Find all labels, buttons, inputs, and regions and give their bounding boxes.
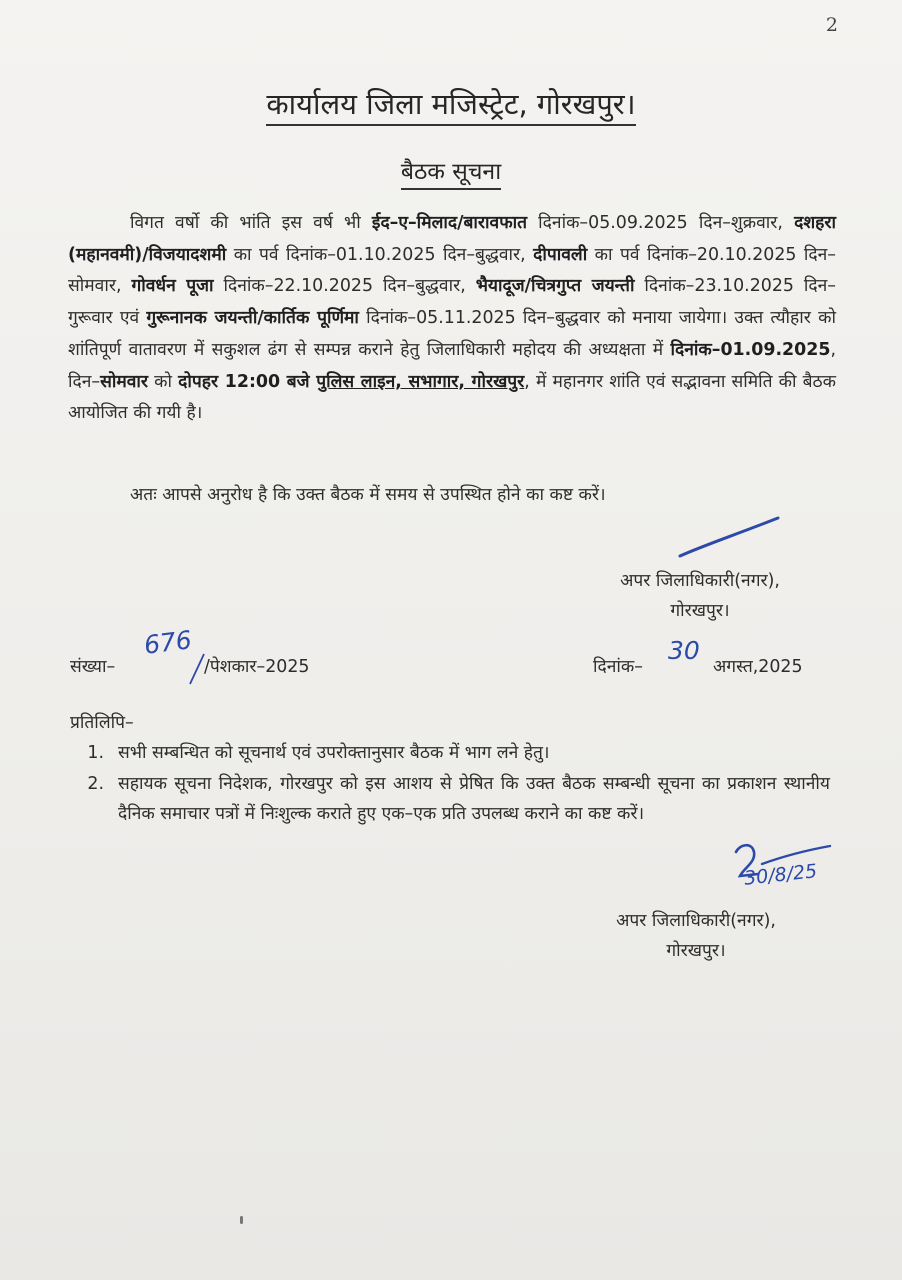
body-emphasis-text: दीपावली — [533, 244, 588, 265]
body-text: को — [148, 371, 179, 392]
signatory-2-place: गोरखपुर। — [666, 941, 726, 961]
body-emphasis-text: ईद–ए–मिलाद/बारावफात — [371, 213, 528, 233]
notice-body-paragraph — [68, 208, 836, 430]
signatory-1-place: गोरखपुर। — [670, 601, 730, 621]
signature-2-initial-date: 30/8/25 — [743, 860, 819, 890]
copy-item-number: 2. — [87, 773, 104, 794]
copy-item-text: सहायक सूचना निदेशक, गोरखपुर को इस आशय से प्रेषित कि उक्त बैठक सम्बन्धी सूचना का प्रकाशन स्थानीय दैनिक समाचार पत्रों में निःशुल्क कराते हुए एक–एक प्रति उपलब्ध कराने का कष्ट करें। — [118, 773, 830, 824]
copy-item — [70, 769, 830, 830]
page-number: 2 — [825, 14, 838, 36]
body-emphasis-text: दिनांक–01.09.2025 — [670, 339, 831, 360]
body-emphasis-text: दशहरा (महानवमी)/विजयादशमी — [68, 213, 836, 265]
body-text: का पर्व दिनांक–01.10.2025 दिन–बुद्धवार, — [226, 244, 534, 265]
body-emphasis-text: गोवर्धन पूजा — [131, 276, 214, 297]
body-emphasis-text: गुरूनानक जयन्ती/कार्तिक पूर्णिमा — [146, 308, 359, 329]
reference-date-label: दिनांक– — [593, 657, 643, 677]
body-text: दिनांक–23.10.2025 दिन–गुरूवार एवं — [68, 276, 836, 329]
reference-number-label: संख्या– — [70, 657, 116, 677]
paper-mark — [240, 1216, 243, 1224]
reference-date-handwritten: 30 — [668, 636, 700, 665]
signatory-2-designation: अपर जिलाधिकारी(नगर), — [616, 911, 776, 931]
body-text: , दिन– — [68, 339, 836, 392]
signatory-block-2 — [576, 906, 816, 966]
office-title-text: कार्यालय जिला मजिस्ट्रेट, गोरखपुर। — [266, 87, 635, 126]
body-text: दिनांक–05.11.2025 दिन–बुद्धवार को मनाया जायेगा। उक्त त्यौहार को शांतिपूर्ण वातावरण में सकुशल ढंग से सम्पन्न कराने हेतु जिलाधिकारी महोदय की अध्यक्षता में — [68, 308, 836, 360]
signatory-1-designation: अपर जिलाधिकारी(नगर), — [620, 571, 780, 591]
notice-title — [0, 154, 902, 186]
body-text: विगत वर्षो की भांति इस वर्ष भी — [130, 213, 372, 233]
reference-number-handwritten: 676 — [142, 625, 194, 660]
body-emphasis-text: सोमवार — [100, 371, 149, 392]
body-text: का पर्व दिनांक–20.10.2025 दिन–सोमवार, — [68, 244, 837, 297]
reference-number — [70, 654, 115, 678]
body-emphasis-text: दोपहर 12:00 बजे — [178, 371, 317, 392]
signatory-block-1 — [580, 566, 820, 626]
body-text: दिनांक–22.10.2025 दिन–बुद्धवार, — [213, 276, 476, 297]
copy-item-number: 1. — [87, 743, 104, 763]
request-line: अतः आपसे अनुरोध है कि उक्त बैठक में समय से उपस्थित होने का कष्ट करें। — [130, 485, 606, 505]
signature-stroke-1 — [672, 512, 788, 562]
copy-list — [70, 738, 830, 830]
body-text: दिनांक–05.09.2025 दिन–शुक्रवार, — [527, 213, 795, 233]
reference-number-suffix: /पेशकार–2025 — [204, 657, 310, 677]
body-emphasis-text: भैयादूज/चित्रगुप्त जयन्ती — [475, 276, 635, 297]
body-emphasis-text: पुलिस लाइन, सभागार, गोरखपुर — [316, 371, 525, 392]
reference-date — [593, 654, 643, 678]
reference-date-suffix: अगस्त,2025 — [713, 657, 803, 677]
office-title — [0, 84, 902, 123]
notice-title-text: बैठक सूचना — [401, 159, 501, 190]
copy-item — [70, 738, 830, 769]
body-text: , में महानगर शांति एवं सद्भावना समिति की बैठक आयोजित की गयी है। — [68, 371, 836, 424]
copy-item-text: सभी सम्बन्धित को सूचनार्थ एवं उपरोक्तानुसार बैठक में भाग लने हेतु। — [118, 743, 550, 763]
copy-heading: प्रतिलिपि– — [70, 713, 134, 733]
